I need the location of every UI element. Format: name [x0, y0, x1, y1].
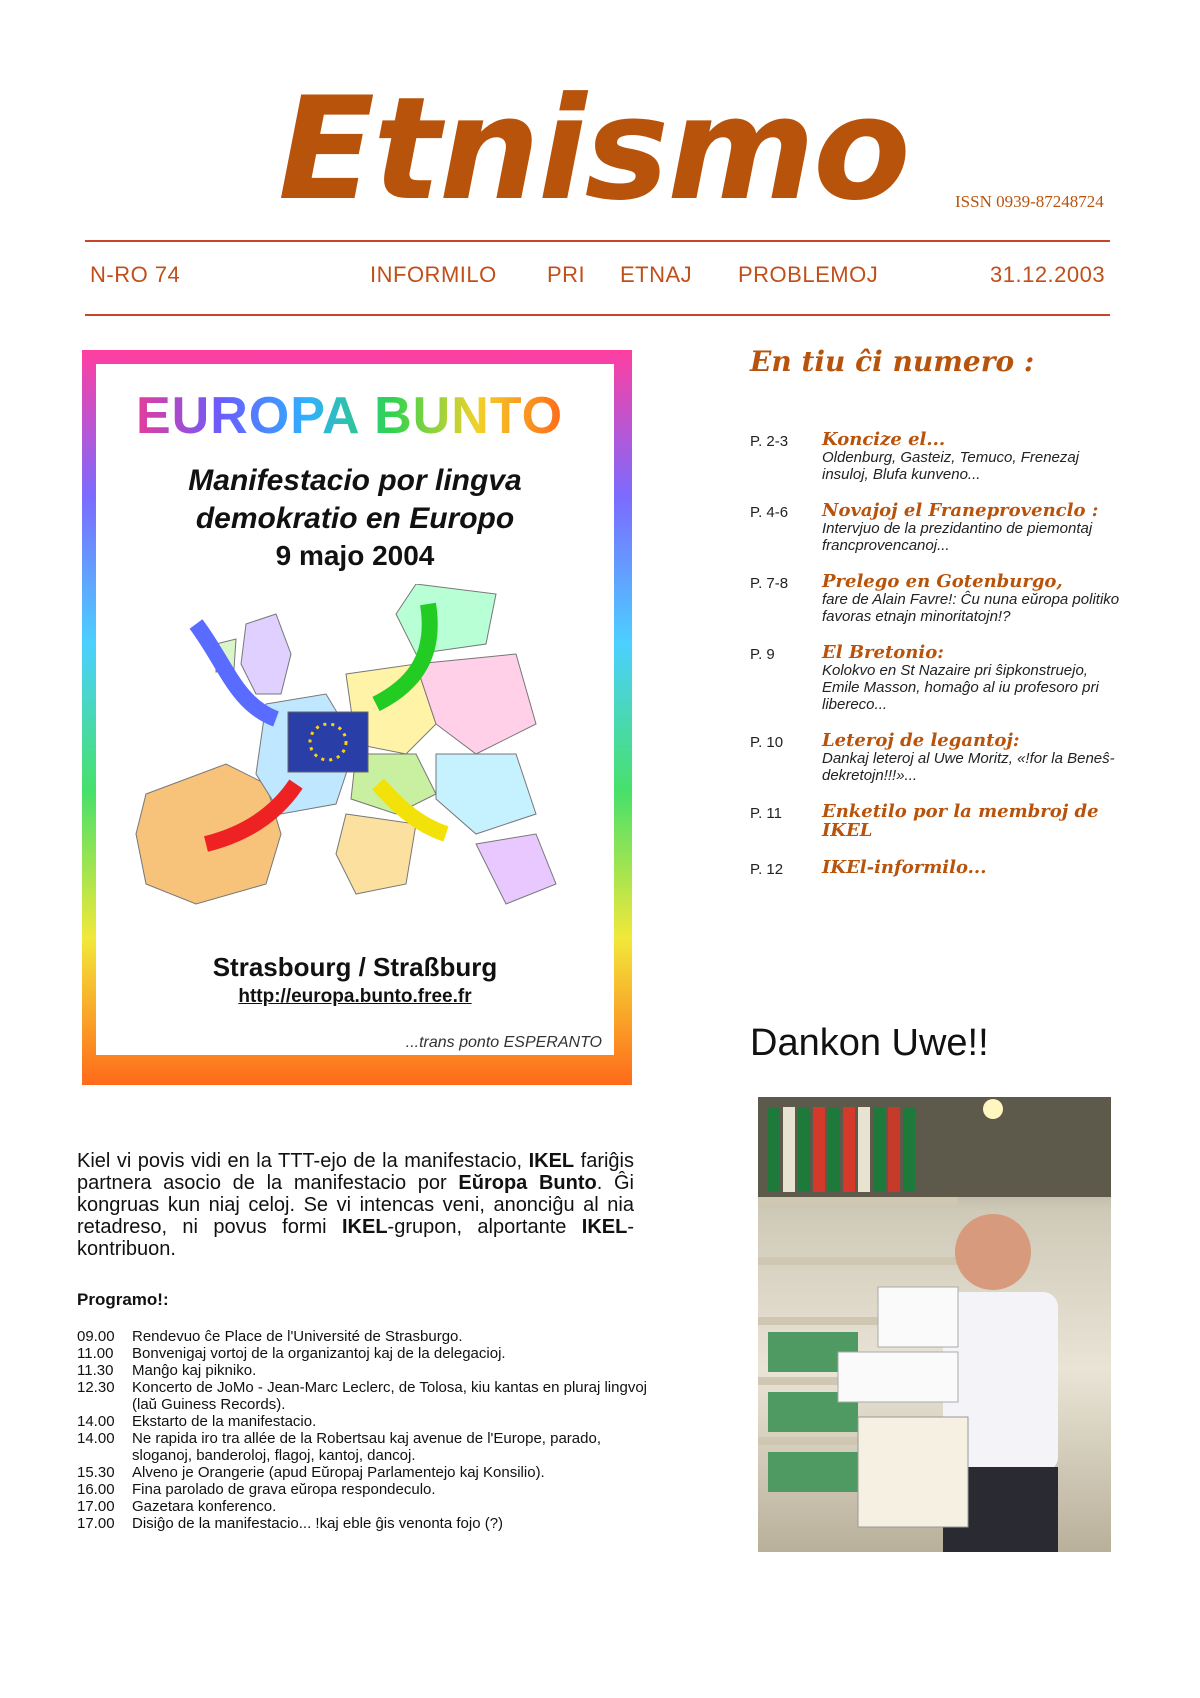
program-time: 16.00: [77, 1481, 115, 1498]
program-text: Manĝo kaj pikniko.: [132, 1362, 257, 1379]
program-time: 17.00: [77, 1515, 115, 1532]
program-time: 11.00: [77, 1345, 114, 1362]
program-text: Rendevuo ĉe Place de l'Université de Strasburgo.: [132, 1328, 463, 1345]
toc-entry-description: Kolokvo en St Nazaire pri ŝipkonstruejo, Emile Masson, homaĝo al iu profesoro pri libereco...: [822, 662, 1099, 713]
toc-entry-body: [822, 802, 1120, 840]
article-text: . Ĝi kongruas kun niaj celoj. Se vi intencas veni, anonciĝu al nia retadreso, ni povus formi: [77, 1172, 634, 1238]
program-time: 14.00: [77, 1413, 115, 1430]
article-text: -grupon, alportante: [387, 1216, 582, 1238]
europe-map-illustration: [116, 584, 596, 944]
program-row: [77, 1379, 657, 1413]
toc-entry-title: Prelego en Gotenburgo,: [822, 571, 1063, 592]
table-of-contents: [750, 430, 1120, 896]
toc-page-number: P. 4-6: [750, 504, 789, 521]
photo-caption: Dankon Uwe!!: [750, 1022, 989, 1064]
toc-entry-body: [822, 572, 1120, 625]
program-row: [77, 1498, 657, 1515]
issue-date: 31.12.2003: [990, 262, 1106, 287]
program-time: 17.00: [77, 1498, 115, 1515]
infobar-word: ETNAJ: [620, 262, 693, 287]
poster-subtitle: [96, 462, 614, 538]
program-text: Bonvenigaj vortoj de la organizantoj kaj de la delegacioj.: [132, 1345, 506, 1362]
toc-entry-description: Intervjuo de la prezidantino de piemontaj francprovencanoj...: [822, 520, 1093, 554]
program-list: [77, 1328, 657, 1532]
event-poster: [82, 350, 632, 1085]
program-text: Fina parolado de grava eŭropa respondeculo.: [132, 1481, 436, 1498]
toc-entry-title: IKEl-informilo...: [822, 857, 987, 878]
toc-entry-description: Oldenburg, Gasteiz, Temuco, Frenezaj insuloj, Blufa kunveno...: [822, 449, 1080, 483]
bottom-rule: [85, 314, 1110, 316]
program-text: Alveno je Orangerie (apud Eŭropaj Parlamentejo kaj Konsilio).: [132, 1464, 545, 1481]
issue-number: N-RO 74: [90, 262, 181, 287]
toc-entry-body: [822, 430, 1120, 483]
article-bold: IKEL: [528, 1150, 575, 1172]
toc-page-number: P. 7-8: [750, 575, 789, 592]
toc-entry[interactable]: [750, 572, 1120, 625]
article-text: Kiel vi povis vidi en la TTT-ejo de la manifestacio,: [77, 1150, 529, 1172]
toc-entry-description: fare de Alain Favre!: Ĉu nuna eŭropa politiko favoras etnajn minoritatojn!?: [822, 591, 1120, 625]
program-row: [77, 1515, 657, 1532]
program-time: 09.00: [77, 1328, 115, 1345]
issn-number: ISSN 0939-87248724: [955, 192, 1104, 211]
toc-entry[interactable]: [750, 858, 1120, 878]
toc-entry-body: [822, 501, 1120, 554]
program-time: 15.30: [77, 1464, 115, 1481]
program-row: [77, 1464, 657, 1481]
poster-subtitle-line: Manifestacio por lingva: [188, 464, 522, 497]
toc-entry-description: Dankaj leteroj al Uwe Moritz, «!for la Beneŝ-dekretojn!!!»...: [822, 750, 1115, 784]
toc-entry[interactable]: [750, 501, 1120, 554]
toc-entry[interactable]: [750, 643, 1120, 713]
toc-entry-title: Enketilo por la membroj de IKEL: [822, 801, 1099, 841]
program-time: 11.30: [77, 1362, 114, 1379]
program-text: Ekstarto de la manifestacio.: [132, 1413, 317, 1430]
toc-entry-body: [822, 643, 1120, 713]
program-row: [77, 1413, 657, 1430]
article-text: -kontribuon.: [77, 1216, 635, 1260]
article-bold: IKEL: [341, 1216, 388, 1238]
office-photo: [758, 1097, 1111, 1552]
toc-entry-body: [822, 858, 1120, 878]
program-row: [77, 1362, 657, 1379]
masthead-title: Etnismo: [278, 67, 909, 232]
toc-entry-title: Koncize el...: [822, 429, 946, 450]
infobar-word: INFORMILO: [370, 262, 497, 287]
toc-entry-title: El Bretonio:: [822, 642, 944, 663]
toc-entry[interactable]: [750, 802, 1120, 840]
toc-page-number: P. 11: [750, 805, 782, 822]
program-time: 14.00: [77, 1430, 115, 1447]
toc-page-number: P. 9: [750, 646, 775, 663]
poster-footer: ...trans ponto ESPERANTO: [405, 1034, 602, 1051]
infobar-word: PROBLEMOJ: [738, 262, 879, 287]
poster-title: EUROPA BUNTO: [136, 387, 564, 445]
article-bold: Eŭropa Bunto: [458, 1172, 597, 1194]
program-time: 12.30: [77, 1379, 115, 1396]
program-text: Disiĝo de la manifestacio... !kaj eble ĝis venonta fojo (?): [132, 1515, 504, 1532]
photo-illustration: [758, 1097, 1111, 1552]
article-paragraph: [77, 1150, 634, 1260]
poster-url-link[interactable]: http://europa.bunto.free.fr: [238, 986, 472, 1007]
toc-page-number: P. 10: [750, 734, 784, 751]
top-rule: [85, 240, 1110, 242]
toc-entry[interactable]: [750, 430, 1120, 483]
program-text: Gazetara konferenco.: [132, 1498, 277, 1515]
toc-heading: En tiu ĉi numero :: [750, 345, 1035, 378]
article-bold: IKEL: [581, 1216, 628, 1238]
infobar-word: PRI: [547, 262, 586, 287]
program-row: [77, 1430, 657, 1464]
poster-date: 9 majo 2004: [275, 540, 435, 571]
toc-page-number: P. 2-3: [750, 433, 789, 450]
program-row: [77, 1328, 657, 1345]
poster-panel: [96, 364, 614, 1055]
toc-entry-body: [822, 731, 1120, 784]
poster-city: Strasbourg / Straßburg: [212, 952, 498, 982]
program-row: [77, 1345, 657, 1362]
program-text: Ne rapida iro tra allée de la Robertsau kaj avenue de l'Europe, parado, sloganoj, banderoloj, flagoj, kantoj, dancoj.: [132, 1430, 601, 1464]
toc-entry-title: Novajoj el Franeprovenclo :: [822, 500, 1099, 521]
toc-page-number: P. 12: [750, 861, 784, 878]
toc-entry[interactable]: [750, 731, 1120, 784]
program-text: Koncerto de JoMo - Jean-Marc Leclerc, de Tolosa, kiu kantas en pluraj lingvoj (laŭ Guiness Records).: [132, 1379, 647, 1413]
article-text: fariĝis partnera asocio de la manifestacio por: [77, 1150, 634, 1194]
program-heading: Programo!:: [77, 1290, 169, 1309]
toc-entry-title: Leteroj de legantoj:: [822, 730, 1020, 751]
program-row: [77, 1481, 657, 1498]
poster-subtitle-line: demokratio en Europo: [195, 502, 515, 535]
